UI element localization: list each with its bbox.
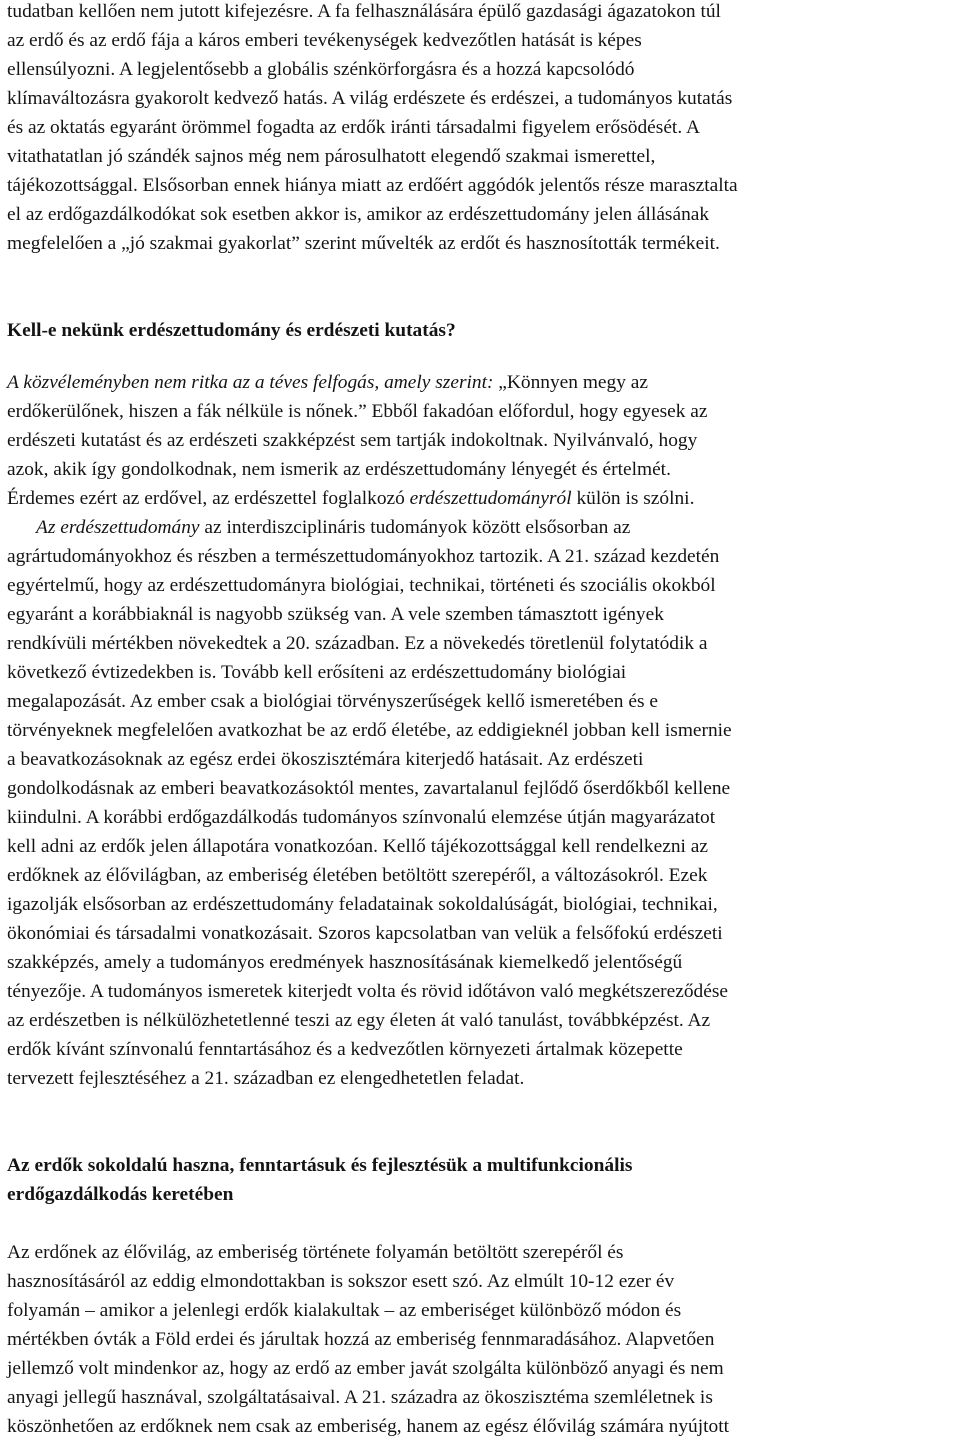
text-line: köszönhetően az erdőknek nem csak az emberiség, hanem az egész élővilág számára nyújtott	[7, 1416, 729, 1437]
text-line: el az erdőgazdálkodókat sok esetben akkor is, amikor az erdészettudomány jelen állásának	[7, 204, 710, 225]
text-line: az erdő és az erdő fája a káros emberi tevékenységek kedvezőtlen hatását is képes	[7, 30, 642, 51]
text-span: „Könnyen megy az	[493, 372, 648, 393]
text-line: erdőknek az élővilágban, az emberiség életében betöltött szerepéről, a változásokról. Ezek	[7, 865, 708, 886]
text-span: Érdemes ezért az erdővel, az erdészettel foglalkozó	[7, 488, 410, 509]
text-line: megalapozását. Az ember csak a biológiai törvényszerűségek kellő ismeretében és e	[7, 691, 658, 712]
text-line: rendkívüli mértékben növekedtek a 20. században. Ez a növekedés töretlenül folytatódik a	[7, 633, 708, 654]
text-line: szakképzés, amely a tudományos eredmények hasznosításának kiemelkedő jelentőségű	[7, 952, 683, 973]
text-line: klímaváltozásra gyakorolt kedvező hatás. A világ erdészete és erdészei, a tudományos kutatás	[7, 88, 733, 109]
text-line: anyagi jellegű hasznával, szolgáltatásaival. A 21. századra az ökoszisztéma szemléletnek is	[7, 1387, 713, 1408]
text-line: egyaránt a korábbiaknál is nagyobb szükség van. A vele szemben támasztott igények	[7, 604, 664, 625]
italic-term: Az erdészettudomány	[36, 517, 200, 538]
section-heading: Kell-e nekünk erdészettudomány és erdészeti kutatás?	[7, 320, 456, 341]
text-line: erdők kívánt színvonalú fenntartásához és a kedvezőtlen környezeti ártalmak közepette	[7, 1039, 683, 1060]
text-line: gondolkodásnak az emberi beavatkozásoktól mentes, zavartalanul fejlődő őserdőkből kellene	[7, 778, 731, 799]
text-line: ellensúlyozni. A legjelentősebb a globális szénkörforgásra és a hozzá kapcsolódó	[7, 59, 635, 80]
text-line: erdészeti kutatást és az erdészeti szakképzést sem tartják indokoltnak. Nyilvánvaló, hogy	[7, 430, 698, 451]
text-line: kiindulni. A korábbi erdőgazdálkodás tudományos színvonalú elemzése útján magyarázatot	[7, 807, 716, 828]
italic-term: erdészettudományról	[409, 488, 572, 509]
text-line: hasznosításáról az eddig elmondottakban is sokszor esett szó. Az elmúlt 10-12 ezer év	[7, 1271, 675, 1292]
text-line: tudatban kellően nem jutott kifejezésre. A fa felhasználására épülő gazdasági ágazatokon túl	[7, 1, 721, 22]
text-line: a beavatkozásoknak az egész erdei ökoszisztémára kiterjedő hatásait. Az erdészeti	[7, 749, 644, 770]
text-line: ökonómiai és társadalmi vonatkozásait. Szoros kapcsolatban van velük a felsőfokú erdészeti	[7, 923, 723, 944]
text-span: külön is szólni.	[571, 488, 695, 509]
text-line: jellemző volt mindenkor az, hogy az erdő az ember javát szolgálta különböző anyagi és nem	[7, 1358, 724, 1379]
italic-phrase: A közvéleményben nem ritka az a téves felfogás, amely szerint:	[7, 372, 494, 393]
text-line: Az erdőnek az élővilág, az emberiség története folyamán betöltött szerepéről és	[7, 1242, 624, 1263]
text-line	[36, 513, 954, 542]
text-line: tényezője. A tudományos ismeretek kiterjedt volta és rövid időtávon való megkétszereződése	[7, 981, 729, 1002]
text-line: folyamán – amikor a jelenlegi erdők kialakultak – az emberiséget különböző módon és	[7, 1300, 682, 1321]
text-line: az erdészetben is nélkülözhetetlenné teszi az egy életen át való tanulást, továbbképzést. Az	[7, 1010, 711, 1031]
text-line	[7, 368, 954, 397]
text-line: kell adni az erdők jelen állapotára vonatkozóan. Kellő tájékozottsággal kell rendelkezni az	[7, 836, 708, 857]
text-line: igazolják elsősorban az erdészettudomány feladatainak sokoldalúságát, biológiai, technikai,	[7, 894, 718, 915]
heading-line: Az erdők sokoldalú haszna, fenntartásuk és fejlesztésük a multifunkcionális	[7, 1155, 633, 1176]
text-line: megfelelően a „jó szakmai gyakorlat” szerint művelték az erdőt és hasznosították termékeit.	[7, 233, 720, 254]
text-line: következő évtizedekben is. Tovább kell erősíteni az erdészettudomány biológiai	[7, 662, 627, 683]
text-line: agrártudományokhoz és részben a természettudományokhoz tartozik. A 21. század kezdetén	[7, 546, 720, 567]
text-line: mértékben óvták a Föld erdei és járultak hozzá az emberiség fennmaradásához. Alapvetően	[7, 1329, 715, 1350]
text-line: erdőkerülőnek, hiszen a fák nélküle is nőnek.” Ebből fakadóan előfordul, hogy egyesek az	[7, 401, 708, 422]
text-line: vitathatatlan jó szándék sajnos még nem párosulhatott elegendő szakmai ismerettel,	[7, 146, 656, 167]
text-line	[7, 484, 694, 513]
heading-line: erdőgazdálkodás keretében	[7, 1184, 234, 1205]
text-span: az interdiszciplináris tudományok között elsősorban az	[199, 517, 631, 538]
text-line: törvényeknek megfelelően avatkozhat be az erdő életébe, az eddigieknél jobban kell ismernie	[7, 720, 732, 741]
text-line: azok, akik így gondolkodnak, nem ismerik az erdészettudomány lényegét és értelmét.	[7, 459, 671, 480]
text-line: tervezett fejlesztéséhez a 21. században ez elengedhetetlen feladat.	[7, 1068, 525, 1089]
text-line: és az oktatás egyaránt örömmel fogadta az erdők iránti társadalmi figyelem erősödését. A	[7, 117, 700, 138]
text-line: tájékozottsággal. Elsősorban ennek hiánya miatt az erdőért aggódók jelentős része marasztalta	[7, 175, 738, 196]
text-line: egyértelmű, hogy az erdészettudományra biológiai, technikai, történeti és szociális okokból	[7, 575, 716, 596]
